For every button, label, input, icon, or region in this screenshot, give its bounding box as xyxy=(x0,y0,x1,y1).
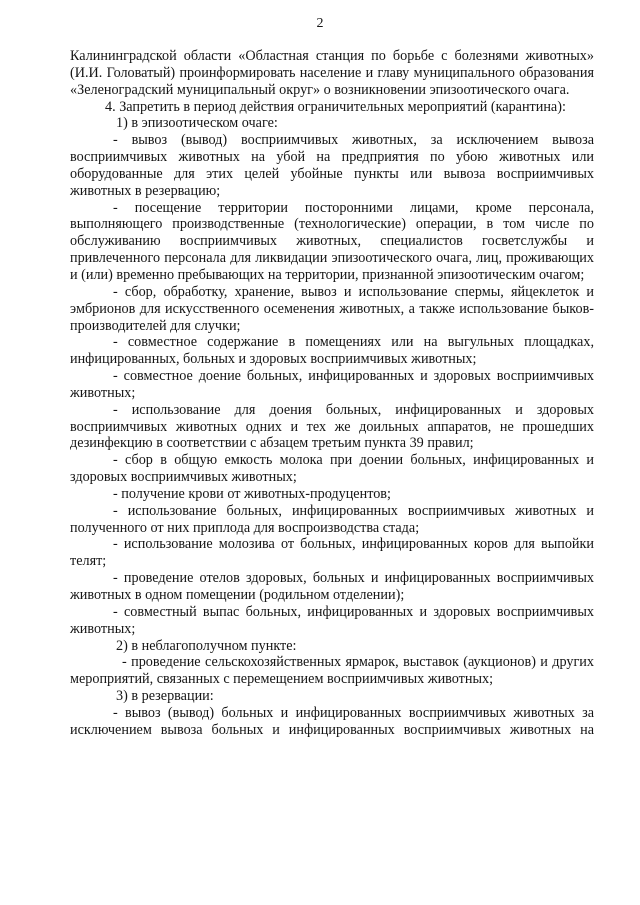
paragraph-subpoint-1-heading: 1) в эпизоотическом очаге: xyxy=(116,115,278,132)
paragraph-notification: Калининградской области «Областная станция по борьбе с болезнями животных» (И.И. Головатый) проинформировать население и главу муниципального образования «Зеленоградский муниципальный округ» о возникновении эпизоотического очага. xyxy=(70,48,594,98)
list-item-calving-ban: - проведение отелов здоровых, больных и инфицированных восприимчивых животных в одном помещении (родильном отделении); xyxy=(70,570,594,603)
list-item-milking-machines-ban: - использование для доения больных, инфицированных и здоровых восприимчивых животных одних и тех же доильных аппаратов, не прошедших дезинфекцию в соответствии с абзацем третьим пункта 39 правил; xyxy=(70,401,594,452)
list-item-joint-grazing-ban: - совместный выпас больных, инфицированных и здоровых восприимчивых животных; xyxy=(70,603,594,637)
list-item-reproduction-ban: - использование больных, инфицированных восприимчивых животных и полученного от них приплода для воспроизводства стада; xyxy=(70,502,594,536)
list-item-blood-collection-ban: - получение крови от животных-продуцентов; xyxy=(113,485,391,502)
list-item-visit-ban: - посещение территории посторонними лицами, кроме персонала, выполняющего производственные (технологические) операции, в том числе по обслуживанию восприимчивых животных, специалистов госветслужбы и привлеченного персонала для ликвидации эпизоотического очага, лиц, проживающих и (или) временно пребывающих на территории, признанной эпизоотическим очагом; xyxy=(70,199,594,283)
list-item-milk-collection-ban: - сбор в общую емкость молока при доении больных, инфицированных и здоровых восприимчивых животных; xyxy=(70,452,594,486)
list-item-reservation-export-ban: - вывоз (вывод) больных и инфицированных восприимчивых животных за исключением вывоза больных и инфицированных восприимчивых животных на xyxy=(70,704,594,738)
list-item-joint-keeping-ban: - совместное содержание в помещениях или на выгульных площадках, инфицированных, больных и здоровых восприимчивых животных; xyxy=(70,334,594,368)
list-item-fairs-ban: - проведение сельскохозяйственных ярмарок, выставок (аукционов) и других мероприятий, связанных с перемещением восприимчивых животных; xyxy=(70,654,594,688)
paragraph-point-4-heading: 4. Запретить в период действия ограничительных мероприятий (карантина): xyxy=(105,98,566,115)
paragraph-subpoint-3-heading: 3) в резервации: xyxy=(116,688,214,705)
document-body xyxy=(70,48,594,739)
list-item-colostrum-ban: - использование молозива от больных, инфицированных коров для выпойки телят; xyxy=(70,536,594,570)
list-item-joint-milking-ban: - совместное доение больных, инфицированных и здоровых восприимчивых животных; xyxy=(70,368,594,401)
page-number: 2 xyxy=(316,16,324,31)
paragraph-subpoint-2-heading: 2) в неблагополучном пункте: xyxy=(116,637,297,654)
list-item-sperm-collection-ban: - сбор, обработку, хранение, вывоз и использование спермы, яйцеклеток и эмбрионов для искусственного осеменения животных, а также использование быков-производителей для случки; xyxy=(70,283,594,334)
list-item-export-ban: - вывоз (вывод) восприимчивых животных, за исключением вывоза восприимчивых животных на убой на предприятия по убою животных или оборудованные для этих целей убойные пункты или вывоза восприимчивых животных в резервацию; xyxy=(70,132,594,199)
